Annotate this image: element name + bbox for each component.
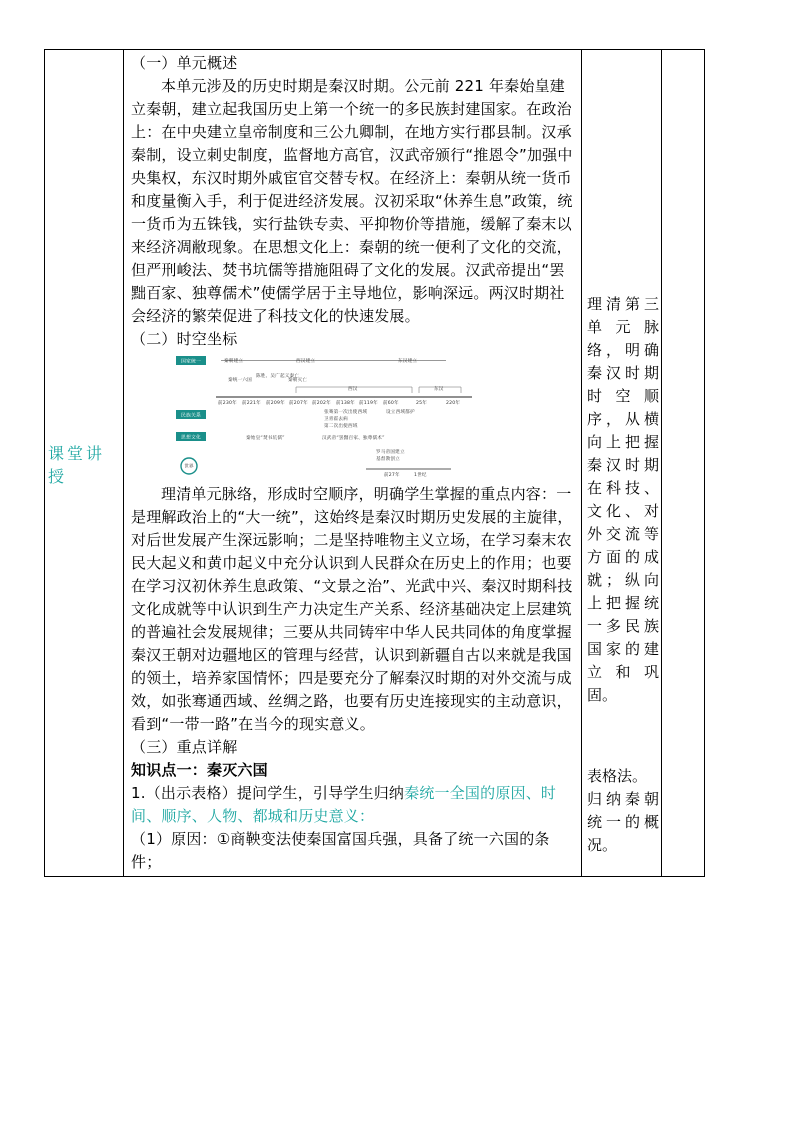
timeline-category: 国家统一	[181, 359, 201, 365]
note-line: 秦汉时期	[587, 456, 659, 474]
timeline-category: 民族关系	[181, 413, 201, 419]
note-line: 在科技、	[587, 479, 659, 497]
note-line: 一多民族	[587, 617, 659, 635]
note-line: 统一的概	[587, 813, 659, 831]
step-one-highlight: 秦统一全国的原因、时间、顺序、人物、都城和历史意义：	[131, 784, 557, 825]
note-line: 方面的成	[587, 548, 659, 566]
period-label: 东汉	[434, 387, 444, 392]
axis-tick: 前209年	[266, 401, 285, 406]
row-label: 课堂讲授	[48, 444, 106, 486]
note-line: 单 元 脉	[587, 318, 659, 336]
section-heading-key-points: （三）重点详解	[131, 738, 238, 756]
top-event: 秦朝建立	[224, 359, 244, 364]
relation-event: 设立西域都护	[386, 410, 415, 415]
note-line: 上把握统	[587, 594, 659, 612]
note-line: 固。	[587, 686, 618, 704]
overview-paragraph: 本单元涉及的历史时期是秦汉时期。公元前 221 年秦始皇建立秦朝，建立起我国历史上第一个统一的多民族封建国家。在政治上：在中央建立皇帝制度和三公九卿制，在地方实行郡县制。汉承秦制，设立刺史制度，监督地方高官，汉武帝颁行“推恩令”加强中央集权，东汉时期外戚宦官交替专权。在经济上：秦朝从统一货币和度量衡入手，利于促进经济发展。汉初采取“休养生息”政策，统一货币为五铢钱，实行盐铁专卖、平抑物价等措施，缓解了秦末以来经济凋敝现象。在思想文化上：秦朝的统一便利了文化的交流，但严刑峻法、焚书坑儒等措施阻碍了文化的发展。汉武帝提出“罢黜百家、独尊儒术”使儒学居于主导地位，影响深远。两汉时期社会经济的繁荣促进了科技文化的快速发展。	[131, 77, 573, 325]
axis-tick: 前207年	[289, 401, 308, 406]
upper-event: 陈胜、吴广起义秦亡	[256, 374, 300, 379]
note-line: 立 和 巩	[587, 663, 659, 681]
timeline-category: 思想文化	[181, 435, 201, 441]
note-line: 归纳秦朝	[587, 790, 659, 808]
world-event: 罗马帝国建立	[376, 450, 405, 455]
note-line: 时 空 顺	[587, 387, 659, 405]
note-line: 秦汉时期	[587, 364, 659, 382]
relation-event: 张骞第一次出使西域	[324, 410, 368, 415]
analysis-paragraph: 理清单元脉络，形成时空顺序，明确学生掌握的重点内容：一是理解政治上的“大一统”，这始终是秦汉时期历史发展的主旋律，对后世发展产生深远影响；二是坚持唯物主义立场，在学习秦末农民大起义和黄巾起义中充分认识到人民群众在历史上的作用；也要在学习汉初休养生息政策、“文景之治”、光武中兴、秦汉时期科技文化成就等中认识到生产力决定生产关系、经济基础决定上层建筑的普遍社会发展规律；三要从共同铸牢中华人民共同体的角度掌握秦汉王朝对边疆地区的管理与经营，认识到新疆自古以来就是我国的领土，培养家国情怀；四是要充分了解秦汉时期的对外交流与成效，如张骞通西域、丝绸之路，也要有历史连接现实的主动意识，看到“一带一路”在当今的现实意义。	[131, 485, 573, 733]
column-divider	[661, 50, 662, 876]
note-line: 国家的建	[587, 640, 659, 658]
axis-tick: 前202年	[312, 401, 331, 406]
timeline-figure	[176, 353, 476, 481]
world-tick: 前27年	[384, 473, 400, 478]
note-line: 络，明确	[587, 341, 659, 359]
lesson-table	[44, 49, 705, 877]
timeline-category: 世界	[184, 464, 194, 470]
world-event: 基督教创立	[376, 457, 400, 462]
step-one-prefix: 1.（出示表格）提问学生，引导学生归纳	[131, 784, 405, 802]
world-tick: 1世纪	[414, 473, 427, 478]
axis-tick: 前138年	[336, 401, 355, 406]
column-divider	[123, 50, 124, 876]
note-line: 外交流等	[587, 525, 659, 543]
upper-event: 秦朝灭亡	[288, 378, 308, 383]
top-event: 东汉建立	[398, 359, 418, 364]
axis-tick: 25年	[416, 401, 428, 406]
method-note-1	[587, 293, 659, 707]
note-line: 文化、对	[587, 502, 659, 520]
axis-tick: 前60年	[383, 401, 399, 406]
column-divider	[581, 50, 582, 876]
note-line: 向上把握	[587, 433, 659, 451]
method-note-2	[587, 765, 659, 857]
axis-tick: 220年	[446, 401, 461, 406]
culture-event: 汉武帝“罢黜百家、独尊儒术”	[322, 436, 385, 441]
step-one	[131, 782, 577, 828]
period-label: 西汉	[348, 387, 358, 392]
note-line: 序，从横	[587, 410, 659, 428]
main-content-cell	[131, 52, 577, 874]
note-line: 表格法。	[587, 767, 648, 785]
relation-event: 第二次出使西域	[324, 424, 358, 429]
axis-tick: 前230年	[218, 401, 237, 406]
axis-tick: 前119年	[359, 401, 378, 406]
section-heading-timeline: （二）时空坐标	[131, 330, 238, 348]
upper-event: 秦统一六国	[228, 378, 252, 383]
relation-event: 卫青霍去病	[324, 417, 348, 422]
top-event: 西汉建立	[296, 359, 316, 364]
note-line: 况。	[587, 836, 618, 854]
knowledge-point-title: 知识点一：秦灭六国	[131, 761, 268, 779]
note-line: 就；纵向	[587, 571, 659, 589]
culture-event: 秦始皇“焚书坑儒”	[246, 436, 285, 441]
axis-tick: 前221年	[242, 401, 261, 406]
note-line: 理清第三	[587, 295, 659, 313]
section-heading-overview: （一）单元概述	[131, 54, 238, 72]
reason-text: （1）原因：①商鞅变法使秦国富国兵强，具备了统一六国的条件；	[131, 830, 550, 871]
